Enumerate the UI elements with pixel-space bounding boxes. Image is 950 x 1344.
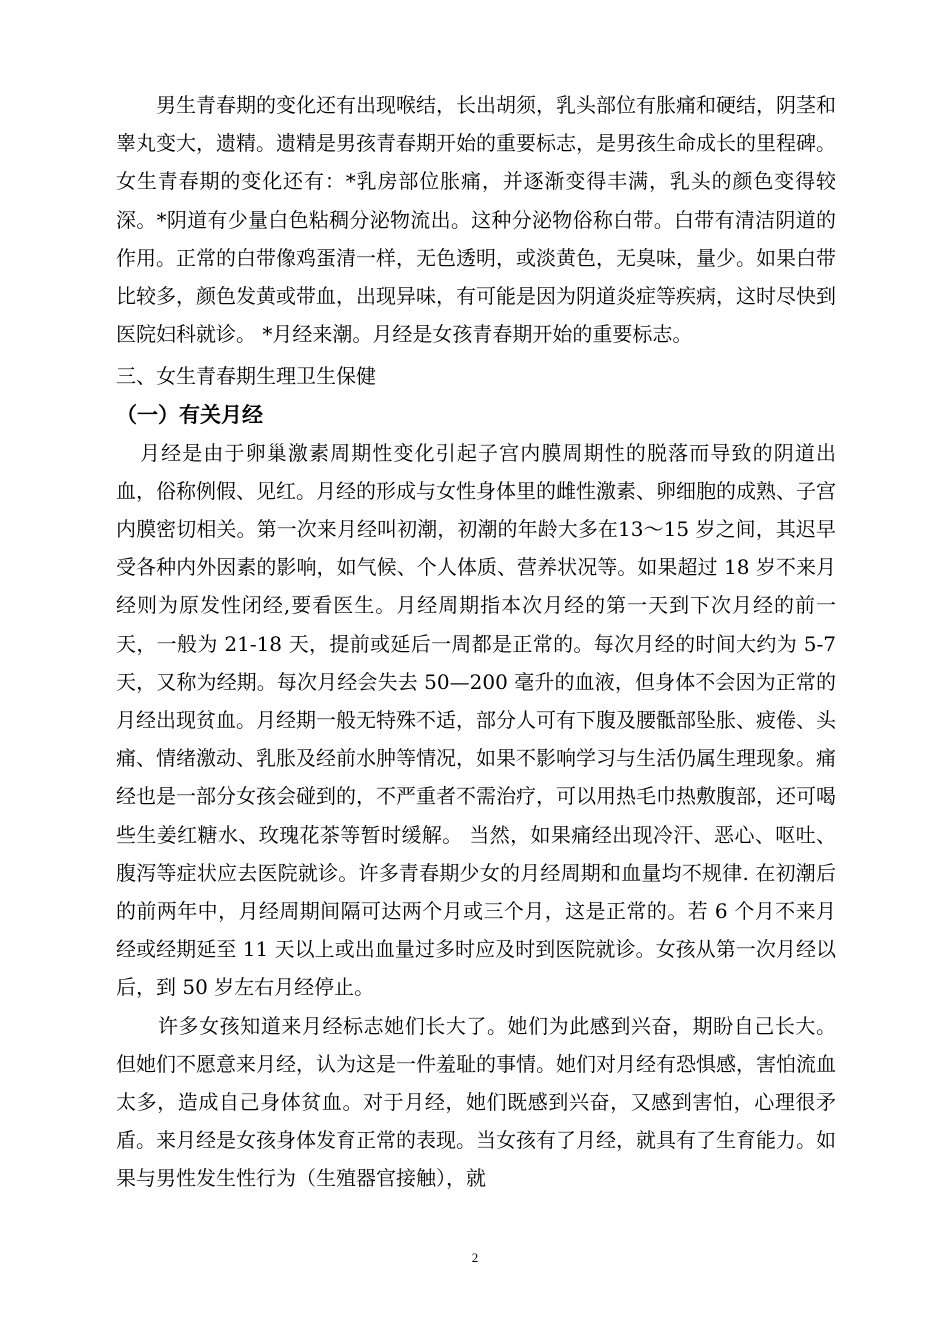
document-body (116, 86, 836, 1198)
subsection-heading-menstruation: （一）有关月经 (116, 402, 263, 427)
page-number: 2 (471, 1250, 479, 1265)
paragraph-puberty-changes: 男生青春期的变化还有出现喉结，长出胡须，乳头部位有胀痛和硬结，阴茎和睾丸变大，遗精。遗精是男孩青春期开始的重要标志，是男孩生命成长的里程碑。女生青春期的变化还有：*乳房部位胀痛，并逐渐变得丰满，乳头的颜色变得较深。*阴道有少量白色粘稠分泌物流出。这种分泌物俗称白带。白带有清洁阴道的作用。正常的白带像鸡蛋清一样，无色透明，或淡黄色，无臭味，量少。如果白带比较多，颜色发黄或带血，出现异味，有可能是因为阴道炎症等疾病，这时尽快到医院妇科就诊。 *月经来潮。月经是女孩青春期开始的重要标志。 (116, 93, 836, 347)
paragraph-menstruation-facts: 月经是由于卵巢激素周期性变化引起子宫内膜周期性的脱落而导致的阴道出血，俗称例假、见红。月经的形成与女性身体里的雌性激素、卵细胞的成熟、子宫内膜密切相关。第一次来月经叫初潮，初潮的年龄大多在13～15 岁之间，其迟早受各种内外因素的影响，如气候、个人体质、营养状况等。如果超过 18 岁不来月经则为原发性闭经,要看医生。月经周期指本次月经的第一天到下次月经的前一天，一般为 21-18 天，提前或延后一周都是正常的。每次月经的时间大约为 5-7 天，又称为经期。每次月经会失去 50—200 毫升的血液，但身体不会因为正常的月经出现贫血。月经期一般无特殊不适，部分人可有下腹及腰骶部坠胀、疲倦、头痛、情绪激动、乳胀及经前水肿等情况，如果不影响学习与生活仍属生理现象。痛经也是一部分女孩会碰到的，不严重者不需治疗，可以用热毛巾热敷腹部，还可喝些生姜红糖水、玫瑰花茶等暂时缓解。 当然，如果痛经出现冷汗、恶心、呕吐、腹泻等症状应去医院就诊。许多青春期少女的月经周期和血量均不规律. 在初潮后的前两年中，月经周期间隔可达两个月或三个月，这是正常的。若 6 个月不来月经或经期延至 11 天以上或出血量过多时应及时到医院就诊。女孩从第一次月经以后，到 50 岁左右月经停止。 (116, 440, 836, 1000)
section-heading-girls-hygiene: 三、女生青春期生理卫生保健 (116, 364, 376, 389)
paragraph-menstruation-feelings: 许多女孩知道来月经标志她们长大了。她们为此感到兴奋，期盼自己长大。但她们不愿意来月经，认为这是一件羞耻的事情。她们对月经有恐惧感，害怕流血太多，造成自己身体贫血。对于月经，她们既感到兴奋，又感到害怕，心理很矛盾。来月经是女孩身体发育正常的表现。当女孩有了月经，就具有了生育能力。如果与男性发生性行为（生殖器官接触），就 (116, 1013, 836, 1191)
